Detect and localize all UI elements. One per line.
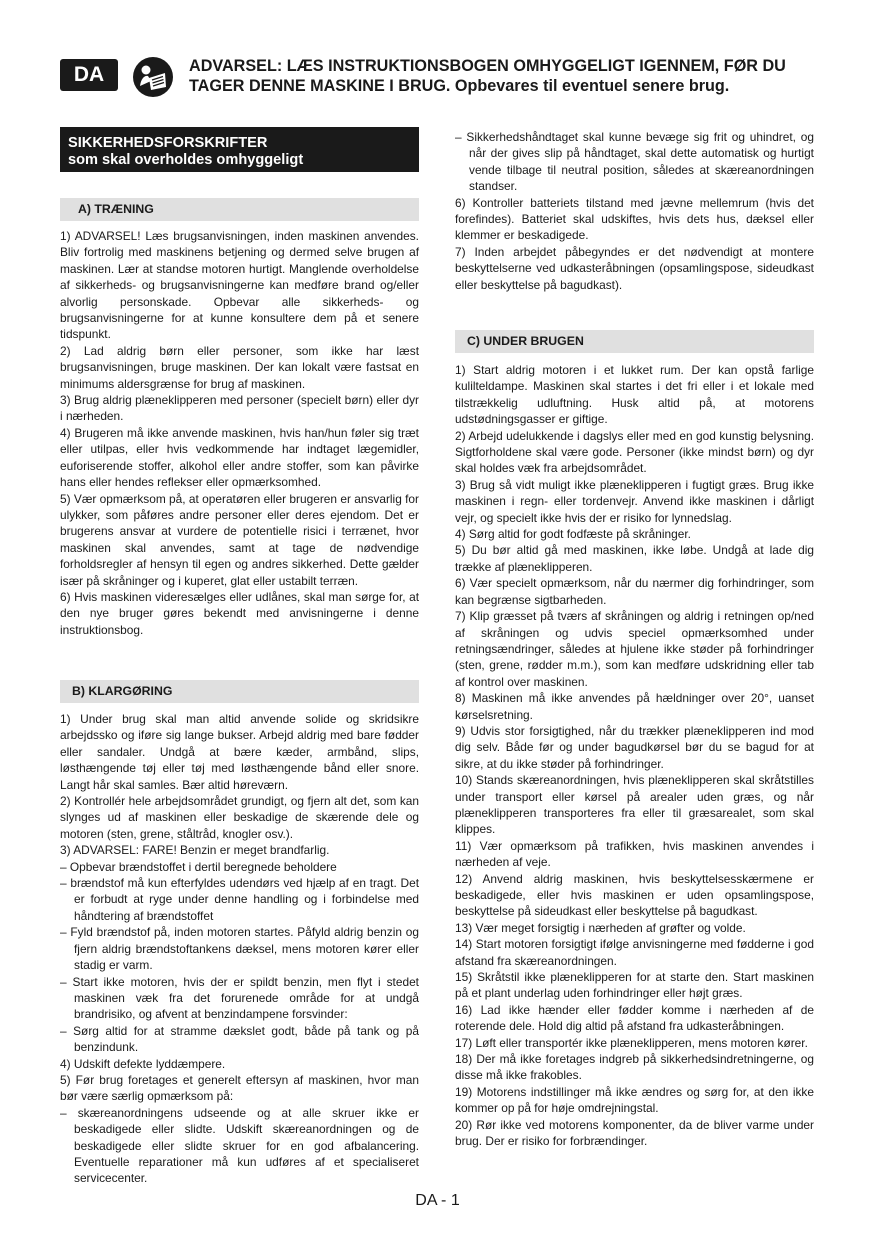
paragraph: 13) Vær meget forsigtig i nærheden af grøfter og volde. [455,920,746,935]
page-number: DA - 1 [415,1192,460,1209]
paragraph: 15) Skråtstil ikke plæneklipperen for at starte den. Start maskinen på et plant underlag uden forhindringer eller højt græs. [455,970,814,1001]
paragraph: 3) Brug aldrig plæneklipperen med personer (specielt børn) eller dyr i nærheden. [60,393,419,424]
warning-heading: ADVARSEL: LÆS INSTRUKTIONSBOGEN OMHYGGELIGT IGENNEM, FØR DU TAGER DENNE MASKINE I BRUG. Opbevares til eventuel senere brug. [189,57,786,95]
safety-title-line1: SIKKERHEDSFORSKRIFTER [68,135,268,151]
read-manual-icon [132,56,174,98]
paragraph: 20) Rør ikke ved motorens komponenter, da de bliver varme under brug. Der er risiko for forbrændinger. [455,1117,814,1149]
paragraph: 17) Løft eller transportér ikke plæneklipperen, mens motoren kører. [455,1035,808,1050]
list-item: – brændstof må kun efterfyldes udendørs ved hjælp af en tragt. Det er forbudt at ryge under denne handling og i forbindelse med håndtering af brændstoffet [60,876,419,923]
section-b-text-left [60,711,419,1187]
paragraph: 5) Du bør altid gå med maskinen, ikke løbe. Undgå at lade dig trække af plæneklipperen. [455,543,814,574]
safety-title-line2: som skal overholdes omhyggeligt [68,152,304,168]
paragraph: 18) Der må ikke foretages indgreb på sikkerhedsindretningerne, og disse må ikke frakobles. [455,1052,814,1083]
list-item: – Opbevar brændstoffet i dertil beregnede beholdere [60,859,337,874]
list-item: – skæreanordningens udseende og at alle skruer ikke er beskadigede eller slidte. Udskift skæreanordningen og de beskadigede eller slidte skruer for en god afbalancering. Eventuelle reparationer må kun udføres af et specialiseret servicecenter. [60,1105,419,1186]
section-c-heading: C) UNDER BRUGEN [455,330,814,353]
paragraph: 3) ADVARSEL: FARE! Benzin er meget brandfarlig. [60,843,330,858]
paragraph: 1) Start aldrig motoren i et lukket rum. Der kan opstå farlige kulilteldampe. Maskinen skal startes i det fri eller i et lokale med tilstrækkelig udluftning. Husk altid på, at motorens udstødningsgasser er giftige. [455,363,814,427]
paragraph: 3) Brug så vidt muligt ikke plæneklipperen i fugtigt græs. Brug ikke maskinen i regn- eller tordenvejr. Anvend ikke maskinen i dårligt vejr, og specielt ikke hvis der er risiko for lynnedslag. [455,477,814,525]
paragraph: 11) Vær opmærksom på trafikken, hvis maskinen anvendes i nærheden af veje. [455,838,814,870]
paragraph: 9) Udvis stor forsigtighed, når du trækker plæneklipperen ind mod dig selv. Både før og under bagudkørsel bør du se bagud for at sikre, at du ikke støder på forhindringer. [455,723,814,771]
paragraph: 7) Klip græsset på tværs af skråningen og aldrig i retningen op/ned af skråningen og udvis speciel opmærksomhed under retningsændringer, således at hjulene ikke støder på forhindringer (sten, grene, rødder m.m.), som kan medføre udskridning eller tab af kontrol over maskinen. [455,609,814,689]
language-badge: DA [60,59,118,91]
paragraph: 12) Anvend aldrig maskinen, hvis beskyttelsesskærmene er beskadigede, eller hvis maskinen er uden opsamlingspose, beskyttelse på sideudkast eller beskyttelse på bagudkast. [455,871,814,919]
paragraph: 5) Vær opmærksom på, at operatøren eller brugeren er ansvarlig for ulykker, som påføres andre personer eller deres ejendom. Det er brugerens ansvar at vurdere de potentielle risici i terrænet, hvor maskinen skal anvendes, samt at tage de nødvendige forholdsregler af hensyn til egen og andres sikkerhed. Dette gælder især på skråninger og i kuperet, glat eller ustabilt terræn. [60,491,419,588]
paragraph: 6) Hvis maskinen videresælges eller udlånes, skal man sørge for, at den nye bruger gøres bekendt med anvisningerne i denne instruktionsbog. [60,589,419,637]
paragraph: 19) Motorens indstillinger må ikke ændres og sørg for, at den ikke kommer op på for høje omdrejningstal. [455,1084,814,1116]
section-b-heading: B) KLARGØRING [60,680,419,703]
paragraph: 1) ADVARSEL! Læs brugsanvisningen, inden maskinen anvendes. Bliv fortrolig med maskinens betjening og dermed selve brugen af maskinen. Lær at standse motoren hurtigt. Manglende overholdelse af sikkerheds- og brugsanvisningerne kan medføre brand og/eller alvorlig personskade. Opbevar alle sikkerheds- og brugsanvisningerne for at kunne konsultere dem på et senere tidspunkt. [60,229,419,342]
section-a-heading: A) TRÆNING [60,198,419,221]
paragraph: 8) Maskinen må ikke anvendes på hældninger over 20°, uanset kørselsretning. [455,691,814,722]
paragraph: 4) Brugeren må ikke anvende maskinen, hvis han/hun føler sig træt eller utilpas, eller hvis vedkommende har indtaget lægemidler, euforiserende stoffer, alkohol eller andre stoffer, som kan påvirke hans eller hendes reflekser eller opmærksomhed. [60,425,419,490]
safety-title [60,127,419,172]
paragraph: 4) Sørg altid for godt fodfæste på skråninger. [455,527,691,542]
paragraph: 10) Stands skæreanordningen, hvis plæneklipperen skal skråtstilles under transport eller kørsel på arealer uden græs, og når plæneklipperen transporteres fra eller til græsarealet, som skal klippes. [455,773,814,837]
paragraph: 7) Inden arbejdet påbegyndes er det nødvendigt at montere beskyttelserne ved udkasteråbningen (opsamlingspose, sideudkast eller beskyttelse på bagudkast). [455,244,814,292]
paragraph: 2) Lad aldrig børn eller personer, som ikke har læst brugsanvisningen, bruge maskinen. Der kan lokalt være fastsat en minimums aldersgrænse for brug af maskinen. [60,343,419,391]
list-item: – Start ikke motoren, hvis der er spildt benzin, men flyt i stedet maskinen væk fra det forurenede område for at undgå brandrisiko, og afvent at benzindampene forsvinder: [60,974,419,1022]
list-item: – Sikkerhedshåndtaget skal kunne bevæge sig frit og uhindret, og når der gives slip på håndtaget, skal dette automatisk og hurtigt vende tilbage til neutral position, således at skæreanordningen standser. [455,130,814,194]
list-item: – Sørg altid for at stramme dækslet godt, både på tank og på benzindunk. [60,1023,419,1055]
paragraph: 1) Under brug skal man altid anvende solide og skridsikre arbejdssko og iføre sig lange bukser. Arbejd aldrig med bare fødder eller sandaler. Undgå at bære kæder, armbånd, slips, løsthængende tøj eller tøj med løsthængende bånd eller snore. Langt hår skal samles. Bær altid høreværn. [60,712,419,792]
paragraph: 6) Kontroller batteriets tilstand med jævne mellemrum (hvis det forefindes). Batteriet skal udskiftes, hvis dets hus, dæksel eller klemmer er beskadigede. [455,195,814,243]
paragraph: 2) Kontrollér hele arbejdsområdet grundigt, og fjern alt det, som kan slynges ud af maskinen eller beskadige de skærende dele og motoren (sten, grene, ståltråd, knogler osv.). [60,794,419,841]
section-b-text-right [455,129,814,293]
paragraph: 2) Arbejd udelukkende i dagslys eller med en god kunstig belysning. Sigtforholdene skal være gode. Personer (ikke mindst børn) og dyr skal holdes væk fra arbejdsområdet. [455,428,814,476]
paragraph: 5) Før brug foretages et generelt eftersyn af maskinen, hvor man bør være særlig opmærksom på: [60,1072,419,1104]
section-c-text [455,362,814,1150]
section-a-text [60,228,419,638]
paragraph: 14) Start motoren forsigtigt ifølge anvisningerne med fødderne i god afstand fra skæreanordningen. [455,937,814,968]
paragraph: 6) Vær specielt opmærksom, når du nærmer dig forhindringer, som kan begrænse sigtbarheden. [455,576,814,607]
paragraph: 16) Lad ikke hænder eller fødder komme i nærheden af de roterende dele. Hold dig altid på afstand fra udkasteråbningen. [455,1002,814,1034]
list-item: – Fyld brændstof på, inden motoren startes. Påfyld aldrig benzin og fjern aldrig brændstoftankens dæksel, mens motoren kører eller stadig er varm. [60,925,419,973]
paragraph: 4) Udskift defekte lyddæmpere. [60,1056,226,1071]
